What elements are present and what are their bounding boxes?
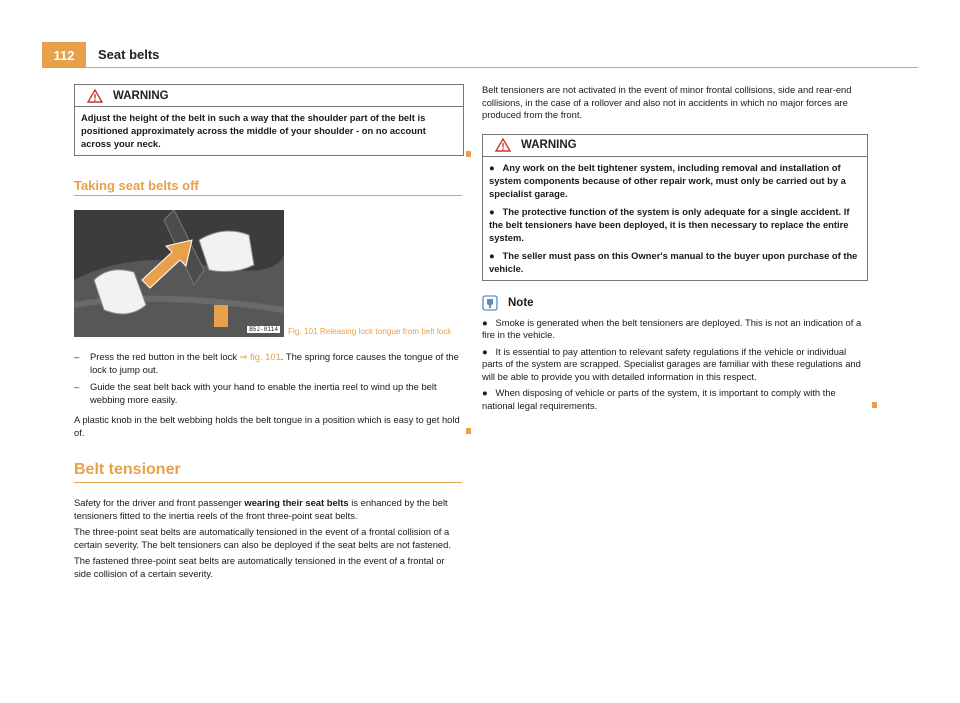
warning-paragraph: Adjust the height of the belt in such a way that the shoulder part of the belt is positioned approximately across the middle of your shoulder - on no account across your neck. — [81, 112, 426, 149]
paragraph: Belt tensioners are not activated in the event of minor frontal collisions, side and rear-end collisions, in the case of a rollover and also not in accidents in which no major forces are produced from the front. — [482, 84, 852, 120]
step-text — [90, 351, 462, 376]
warning-bullet-text: The seller must pass on this Owner's manual to the buyer upon purchase of the vehicle. — [489, 249, 858, 274]
warning-text — [483, 157, 867, 280]
bullet: ● — [482, 316, 488, 328]
step-text-end: . The spring force causes the tongue of the lock to jump out. — [90, 351, 459, 375]
bullet: ● — [489, 161, 495, 173]
list-item — [74, 381, 462, 406]
paragraph: A plastic knob in the belt webbing holds the belt tongue in a position which is easy to get hold of. — [74, 414, 460, 438]
paragraph: The fastened three-point seat belts are automatically tensioned in the event of a frontal or side collision of a certain severity. — [74, 555, 445, 579]
warning-header — [483, 135, 867, 157]
page-header — [42, 42, 918, 68]
figure-image-belt-lock — [74, 210, 284, 337]
warning-bullet-text: The protective function of the system is only adequate for a single accident. If the belt tensioners have been deployed, it is then necessary to replace the entire system. — [489, 205, 850, 243]
figure-caption: Fig. 101 Releasing lock tongue from belt lock — [288, 327, 452, 336]
left-column — [74, 84, 462, 584]
note-label: Note — [508, 296, 534, 309]
section-end-marker — [466, 428, 471, 434]
page-number: 112 — [42, 42, 86, 68]
warning-box-shoulder — [74, 84, 464, 156]
bullet: ● — [482, 387, 488, 398]
note-list — [482, 317, 868, 413]
figure-code: B5J-0114 — [249, 326, 278, 333]
chapter-title: Seat belts — [98, 47, 160, 62]
dash-bullet: – — [74, 351, 80, 362]
section-end-marker — [466, 144, 471, 162]
paragraph-text: is enhanced by the belt tensioners fitted to the inertia reels of the front three-point seat belts. — [74, 497, 448, 521]
list-item — [482, 346, 868, 384]
note-header — [482, 295, 868, 311]
bullet: ● — [482, 345, 488, 357]
section-end-marker — [872, 402, 877, 408]
section-heading-taking-off: Taking seat belts off — [74, 178, 462, 196]
steps-list — [74, 351, 462, 406]
header-rule — [86, 67, 918, 68]
list-item — [482, 387, 868, 412]
belt-lock-illustration — [74, 210, 284, 337]
warning-box-tensioner — [482, 134, 868, 281]
figure-link[interactable]: ⇒ fig. 101 — [239, 351, 281, 362]
bullet: ● — [489, 205, 495, 217]
right-column — [482, 84, 868, 416]
bold-phrase: wearing their seat belts — [244, 497, 349, 508]
paragraph: The three-point seat belts are automatically tensioned in the event of a frontal collision of a certain severity. The belt tensioners can also be deployed if the seat belts are not fastened. — [74, 526, 451, 550]
warning-bullet — [489, 249, 861, 275]
tensioner-text — [74, 497, 462, 580]
step-text-start: Press the red button in the belt lock — [90, 351, 240, 362]
warning-triangle-icon — [87, 89, 103, 103]
section-heading-belt-tensioner: Belt tensioner — [74, 461, 462, 483]
paragraph-text: Safety for the driver and front passenger — [74, 497, 245, 508]
warning-label: WARNING — [521, 139, 577, 151]
note-info-icon — [482, 295, 498, 311]
list-item — [74, 351, 462, 376]
bullet: ● — [489, 249, 495, 261]
dash-bullet: – — [74, 381, 80, 392]
warning-triangle-icon — [495, 138, 511, 152]
note-item-text: It is essential to pay attention to relevant safety regulations if the vehicle or individual parts of the system are scrapped. Specialist garages are familiar with these regulations and will be able to provide you with detailed information in this respect. — [482, 345, 861, 382]
warning-bullet-text: Any work on the belt tightener system, including removal and installation of system components because of other repair work, must only be carried out by a specialist garage. — [489, 161, 846, 199]
step-text: Guide the seat belt back with your hand to enable the inertia reel to wind up the belt webbing more easily. — [90, 381, 437, 405]
note-item-text: When disposing of vehicle or parts of the system, it is important to comply with the national legal requirements. — [482, 387, 836, 411]
intro-paragraph — [482, 84, 868, 122]
warning-label: WARNING — [113, 89, 169, 102]
warning-bullet — [489, 161, 861, 200]
note-item-text: Smoke is generated when the belt tensioners are deployed. This is not an indication of a fire in the vehicle. — [482, 316, 862, 340]
warning-text — [75, 107, 463, 155]
warning-header — [75, 85, 463, 107]
figure-101 — [74, 210, 462, 337]
knob-paragraph — [74, 414, 462, 439]
warning-bullet — [489, 205, 861, 244]
list-item — [482, 317, 868, 342]
paragraph — [74, 497, 462, 522]
